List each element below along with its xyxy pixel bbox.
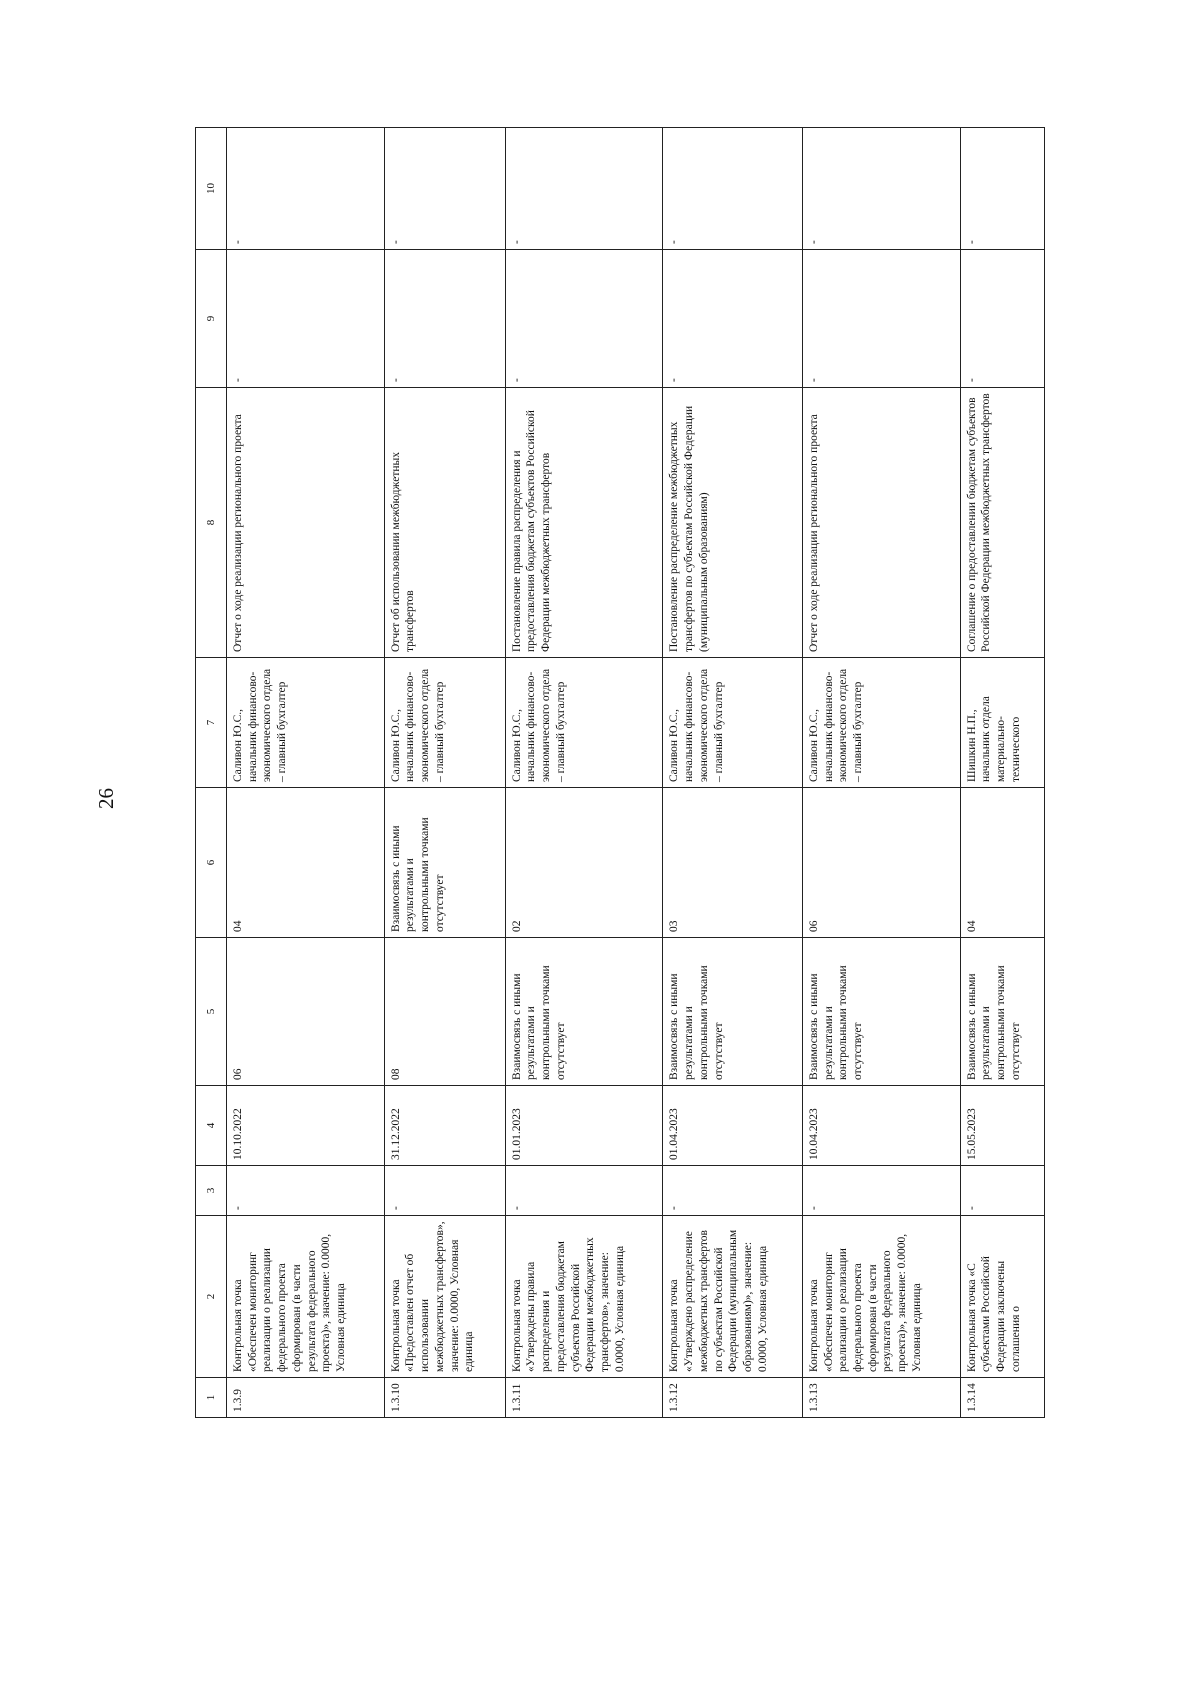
table-row — [505, 128, 663, 1418]
cell-col9: - — [663, 250, 802, 388]
table-row — [227, 128, 385, 1418]
cell-col3: - — [960, 1166, 1045, 1216]
document-type: Отчет о ходе реализации регионального проекта — [802, 388, 960, 658]
table-row — [802, 128, 960, 1418]
cell-col6: 03 — [663, 788, 802, 938]
col-header-8: 8 — [196, 388, 227, 658]
col-header-2: 2 — [196, 1216, 227, 1378]
cell-col6: Взаимосвязь с иными результатами и контрольными точками отсутствует — [384, 788, 505, 938]
responsible-person: Саливон Ю.С., начальник финансово-экономического отдела – главный бухгалтер — [802, 658, 960, 788]
cell-col10: - — [802, 128, 960, 250]
table-row — [960, 128, 1045, 1418]
control-point-name: Контрольная точка «Утверждено распределение межбюджетных трансфертов по субъектам Российской Федерации (муниципальным образованиям)», значение: 0.0000, Условная единица — [663, 1216, 802, 1378]
cell-col5: 06 — [227, 938, 385, 1086]
cell-col3: - — [802, 1166, 960, 1216]
control-point-name: Контрольная точка «Обеспечен мониторинг реализации о реализации федерального проекта сформирован (в части результата федерального проекта)», значение: 0.0000, Условная единица — [802, 1216, 960, 1378]
responsible-person: Саливон Ю.С., начальник финансово-экономического отдела – главный бухгалтер — [227, 658, 385, 788]
responsible-person: Саливон Ю.С., начальник финансово-экономического отдела – главный бухгалтер — [384, 658, 505, 788]
document-type: Постановление распределение межбюджетных трансфертов по субъектам Российской Федерации (муниципальным образованиям) — [663, 388, 802, 658]
cell-col9: - — [802, 250, 960, 388]
cell-col10: - — [960, 128, 1045, 250]
table-row — [663, 128, 802, 1418]
due-date: 01.04.2023 — [663, 1086, 802, 1166]
cell-col6: 04 — [960, 788, 1045, 938]
document-type: Отчет о ходе реализации регионального проекта — [227, 388, 385, 658]
responsible-person: Шишкин Н.П., начальник отдела материально-технического — [960, 658, 1045, 788]
cell-col9: - — [227, 250, 385, 388]
table-rotation-wrapper — [195, 128, 1045, 1418]
col-header-10: 10 — [196, 128, 227, 250]
cell-col3: - — [227, 1166, 385, 1216]
row-number: 1.3.14 — [960, 1378, 1045, 1418]
cell-col5: Взаимосвязь с иными результатами и контрольными точками отсутствует — [663, 938, 802, 1086]
due-date: 15.05.2023 — [960, 1086, 1045, 1166]
row-number: 1.3.10 — [384, 1378, 505, 1418]
responsible-person: Саливон Ю.С., начальник финансово-экономического отдела – главный бухгалтер — [663, 658, 802, 788]
cell-col6: 02 — [505, 788, 663, 938]
col-header-9: 9 — [196, 250, 227, 388]
row-number: 1.3.12 — [663, 1378, 802, 1418]
col-header-7: 7 — [196, 658, 227, 788]
table-frame — [195, 128, 1045, 1418]
cell-col3: - — [505, 1166, 663, 1216]
control-point-name: Контрольная точка «Утверждены правила распределения и предоставления бюджетам субъектов Российской Федерации межбюджетных трансфертов», значение: 0.0000, Условная единица — [505, 1216, 663, 1378]
document-type: Постановление правила распределения и предоставления бюджетам субъектов Российской Федерации межбюджетных трансфертов — [505, 388, 663, 658]
control-point-name: Контрольная точка «С субъектами Российской Федерации заключены соглашения о — [960, 1216, 1045, 1378]
cell-col5: 08 — [384, 938, 505, 1086]
cell-col9: - — [505, 250, 663, 388]
cell-col6: 06 — [802, 788, 960, 938]
cell-col9: - — [384, 250, 505, 388]
document-type: Отчет об использовании межбюджетных трансфертов — [384, 388, 505, 658]
row-number: 1.3.13 — [802, 1378, 960, 1418]
cell-col9: - — [960, 250, 1045, 388]
control-point-name: Контрольная точка «Обеспечен мониторинг реализации о реализации федерального проекта сформирован (в части результата федерального проекта)», значение: 0.0000, Условная единица — [227, 1216, 385, 1378]
col-header-5: 5 — [196, 938, 227, 1086]
cell-col5: Взаимосвязь с иными результатами и контрольными точками отсутствует — [802, 938, 960, 1086]
due-date: 01.01.2023 — [505, 1086, 663, 1166]
col-header-6: 6 — [196, 788, 227, 938]
col-header-4: 4 — [196, 1086, 227, 1166]
cell-col10: - — [384, 128, 505, 250]
cell-col10: - — [227, 128, 385, 250]
control-points-table — [195, 127, 1045, 1418]
cell-col6: 04 — [227, 788, 385, 938]
due-date: 10.04.2023 — [802, 1086, 960, 1166]
responsible-person: Саливон Ю.С., начальник финансово-экономического отдела – главный бухгалтер — [505, 658, 663, 788]
table-row — [384, 128, 505, 1418]
control-point-name: Контрольная точка «Предоставлен отчет об использовании межбюджетных трансфертов», значение: 0.0000, Условная единица — [384, 1216, 505, 1378]
row-number: 1.3.11 — [505, 1378, 663, 1418]
due-date: 31.12.2022 — [384, 1086, 505, 1166]
page-number: 26 — [94, 788, 118, 809]
cell-col5: Взаимосвязь с иными результатами и контрольными точками отсутствует — [505, 938, 663, 1086]
cell-col5: Взаимосвязь с иными результатами и контрольными точками отсутствует — [960, 938, 1045, 1086]
cell-col3: - — [663, 1166, 802, 1216]
cell-col3: - — [384, 1166, 505, 1216]
row-number: 1.3.9 — [227, 1378, 385, 1418]
due-date: 10.10.2022 — [227, 1086, 385, 1166]
cell-col10: - — [663, 128, 802, 250]
document-type: Соглашение о предоставлении бюджетам субъектов Российской Федерации межбюджетных трансфертов — [960, 388, 1045, 658]
col-header-3: 3 — [196, 1166, 227, 1216]
header-row — [196, 128, 227, 1418]
col-header-1: 1 — [196, 1378, 227, 1418]
cell-col10: - — [505, 128, 663, 250]
